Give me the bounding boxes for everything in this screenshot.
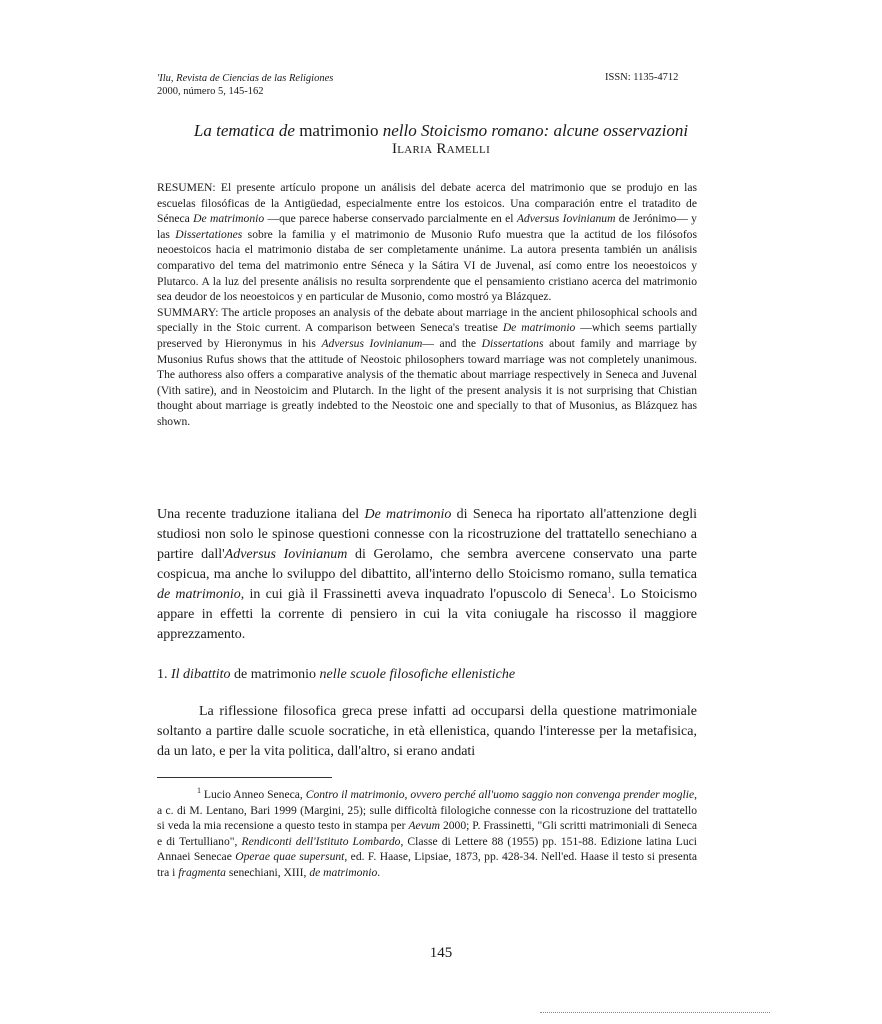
footnote-divider [157, 777, 332, 778]
footnote-number: 1 [197, 786, 201, 796]
resumen-paragraph [157, 180, 697, 305]
body-paragraph: La riflessione filosofica greca prese infatti ad occuparsi della questione matrimoniale soltanto a partire dalle scuole socratiche, in età ellenistica, quando l'interesse per la metafisica, da un lato, e per la vita politica, dall'altro, si erano andati [157, 704, 697, 759]
article-title [100, 121, 782, 141]
intro-italic: De matrimonio [364, 507, 452, 522]
intro-italic: Adversus Iovinianum [224, 547, 348, 562]
summary-italic: Dissertations [481, 336, 544, 350]
journal-name: 'Ilu, Revista de Ciencias de las Religiones [157, 73, 334, 84]
footnote-italic: Contro il matrimonio, ovvero perché all'uomo saggio non convenga prender moglie [305, 788, 695, 801]
intro-paragraph [157, 505, 697, 645]
intro-text: , in cui già il Frassinetti aveva inquadrato l'opuscolo di Seneca [240, 587, 608, 602]
summary-text: —which seems partially preserved by Hieronymus in his [157, 321, 697, 350]
resumen-italic: Adversus Iovinianum [516, 212, 616, 226]
section-number: 1. [157, 667, 171, 682]
footnote-reference[interactable]: 1 [607, 585, 612, 595]
summary-paragraph [157, 305, 697, 430]
intro-section [157, 505, 697, 645]
resumen-italic: Dissertationes [175, 227, 243, 241]
footnote-text: , ed. F. Haase, Lipsiae, 1873, pp. 428-34. Nell'ed. Haase il testo si presenta tra i [157, 850, 697, 879]
intro-text: . Lo Stoicismo appare in effetti la corrente di pensiero in cui la vita coniugale ha riscosso il maggiore apprezzamento. [157, 587, 697, 642]
footnote-text: , Classe di Lettere 88 (1955) pp. 151-88. Edizione latina Luci Annaei Senecae [157, 834, 698, 864]
intro-italic: de matrimonio [157, 587, 241, 602]
footnote-text: 2000; P. Frassinetti, "Gli scritti matrimoniali di Seneca e di Tertulliano", [157, 819, 697, 848]
footnote-italic: fragmenta [178, 865, 226, 879]
journal-issue: 2000, número 5, 145-162 [157, 86, 264, 97]
resumen-text: —que parece haberse conservado parcialmente en el [264, 212, 517, 226]
section-1-body [157, 702, 697, 762]
summary-italic: Adversus Iovinianum [321, 336, 423, 350]
footnote-italic: Operae quae supersunt [235, 850, 345, 864]
title-part-1: La tematica de [193, 121, 300, 140]
summary-text: — and the [422, 336, 482, 350]
resumen-text: El presente artículo propone un análisis del debate acerca del matrimonio que se produjo en las escuelas filosóficas de la Antigüedad, especialmente entre los estoicos. Una comparación entre el tratadito de Séneca [157, 181, 697, 226]
footnote-text: Lucio Anneo Seneca, [201, 788, 306, 801]
abstract [157, 180, 697, 430]
footnote-text: , a c. di M. Lentano, Bari 1999 (Margini, 25); sulle difficoltà filologiche connesse con la ricostruzione del trattatello si veda la mia recensione a questo testo in stampa per [157, 788, 697, 833]
section-heading-italic: nelle scuole filosofiche ellenistiche [319, 667, 516, 682]
intro-text: di Seneca ha riportato all'attenzione degli studiosi non solo le spinose questioni connesse con la ricostruzione del trattatello senechiano a partire dall' [157, 507, 697, 562]
resumen-text: sobre la familia y el matrimonio de Musonio Rufo muestra que la actitud de los filósofos neoestoicos hacia el matrimonio distaba de ser completamente unánime. La autora presenta también un análisis comparativo del tema del matrimonio entre Séneca y la Sátira VI de Juvenal, así como entre los neoestoicos y Plutarco. A la luz del presente análisis no resulta sorprendente que el pensamiento cristiano acerca del matrimonio sea deudor de los neoestoicos y en particular de Musonio, como mostró ya Blázquez. [157, 227, 697, 304]
footnote-italic: Aevum [408, 819, 440, 833]
resumen-italic: De matrimonio [193, 212, 265, 226]
intro-text: di Gerolamo, che sembra avercene conservato una parte cospicua, ma anche lo sviluppo del dibattito, all'interno dello Stoicismo romano, sulla tematica [157, 547, 698, 582]
footnote-text: senechiani, XIII, [225, 865, 310, 879]
section-heading-italic: Il dibattito [171, 667, 231, 682]
journal-header [157, 72, 333, 98]
footnote-text: . [377, 865, 381, 879]
footnote [157, 787, 697, 881]
title-part-3: nello Stoicismo romano: alcune osservazioni [378, 121, 689, 140]
author-name: Ilaria Ramelli [391, 141, 491, 157]
footnote-italic: Rendiconti dell'Istituto Lombardo [241, 834, 401, 848]
summary-text: The article proposes an analysis of the debate about marriage in the ancient philosophical schools and specially in the Stoic current. A comparison between Seneca's treatise [157, 305, 697, 335]
scan-artifact-line [540, 1012, 770, 1014]
footnote-1 [157, 787, 697, 881]
intro-text: Una recente traduzione italiana del [157, 507, 365, 522]
resumen-label: RESUMEN: [157, 181, 216, 194]
page-number: 145 [429, 945, 453, 961]
summary-label: SUMMARY: [157, 305, 219, 319]
title-part-2: matrimonio [299, 121, 379, 140]
summary-italic: De matrimonio [502, 321, 576, 335]
section-heading [157, 667, 515, 683]
summary-text: about family and marriage by Musonius Rufus shows that the attitude of Neostoic philosophers toward marriage was not completely unanimous. The authoress also offers a comparative analysis of the thematic about marriage respectively in Seneca and Juvenal (Vith satire), and in Neostoicim and Plutarch. In the light of the present analysis it is not surprising that Chistian thought about marriage is greatly indebted to the Neostoic one and specially to that of Musonius, as Blázquez has shown. [157, 336, 697, 428]
issn: ISSN: 1135-4712 [605, 72, 679, 83]
section-heading-text: de matrimonio [230, 667, 320, 682]
footnote-italic: de matrimonio [309, 865, 378, 879]
resumen-text: de Jerónimo— y las [157, 212, 697, 241]
